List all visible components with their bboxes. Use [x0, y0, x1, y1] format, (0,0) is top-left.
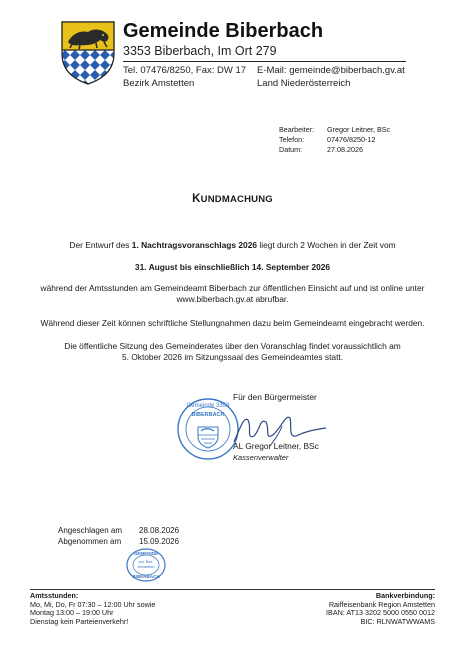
office-hours — [30, 592, 155, 626]
paragraph-draft — [40, 240, 425, 251]
paragraph-statements: Während dieser Zeit können schriftliche Stellungnahmen dazu beim Gemeindeamt eingebracht werden. — [40, 318, 425, 328]
processor-value: Gregor Leitner, BSc — [327, 125, 391, 134]
bank-title: Bankverbindung: — [375, 591, 435, 600]
paragraph-period: 31. August bis einschließlich 14. September 2026 — [134, 262, 331, 272]
paragraph-session-l2: 5. Oktober 2026 im Sitzungssaal des Gemeindeamtes statt. — [121, 352, 344, 362]
processor-label: Bearbeiter: — [279, 125, 315, 134]
posted-date: 28.08.2026 — [139, 526, 180, 535]
municipality-address: 3353 Biberbach, Im Ort 279 — [123, 44, 277, 58]
stamp-mid-text: pol. Bez. Amstetten — [137, 560, 155, 569]
title-initial: K — [192, 193, 201, 205]
seal-name: BIBERBACH — [191, 412, 225, 418]
stamp-top-text: GEMEINDE — [133, 551, 159, 556]
p1-part-c: liegt durch 2 Wochen in der Zeit vom — [257, 240, 396, 250]
bank-line-2: IBAN: AT13 3202 5000 0550 0012 — [326, 608, 435, 618]
email-address: E-Mail: gemeinde@biberbach.gv.at — [257, 65, 405, 76]
on-behalf-text: Für den Bürgermeister — [233, 392, 317, 402]
office-hours-line-3: Dienstag kein Parteienverkehr! — [30, 616, 129, 626]
p1-part-a: Der Entwurf des — [69, 240, 132, 250]
stamp-bottom-text: BIBERBACH — [132, 574, 160, 579]
signatory-role: Kassenverwalter — [233, 453, 289, 462]
date-label: Datum: — [279, 145, 303, 154]
office-hours-title: Amtsstunden: — [30, 591, 79, 600]
posted-label: Angeschlagen am — [58, 526, 123, 535]
footer-divider — [30, 589, 435, 590]
seal-text: Gemeinde 3353 — [186, 403, 230, 409]
bank-details — [326, 592, 435, 626]
bank-line-1: Raiffeisenbank Region Amstetten — [328, 599, 435, 609]
notice-title — [0, 193, 465, 205]
header-divider — [123, 61, 406, 62]
p1-budget-name: 1. Nachtragsvoranschlags 2026 — [131, 240, 258, 250]
municipality-name: Gemeinde Biberbach — [123, 20, 324, 42]
phone-label: Telefon: — [279, 135, 305, 144]
phone-value: 07476/8250-12 — [327, 135, 376, 144]
paragraph-session-l1: Die öffentliche Sitzung des Gemeinderates über den Voranschlag findet voraussichtlich am — [64, 341, 401, 351]
phone-fax: Tel. 07476/8250, Fax: DW 17 — [123, 65, 247, 76]
posting-stamp — [125, 547, 167, 583]
coat-of-arms-logo — [60, 20, 116, 86]
office-hours-line-2: Montag 13:00 – 19:00 Uhr — [30, 608, 114, 618]
district: Bezirk Amstetten — [123, 78, 195, 89]
paragraph-inspection-l1: während der Amtsstunden am Gemeindeamt Biberbach zur öffentlichen Einsicht auf und ist online unter — [40, 283, 425, 293]
state: Land Niederösterreich — [257, 78, 351, 89]
signatory-name: AL Gregor Leitner, BSc — [233, 441, 319, 451]
office-hours-line-1: Mo, Mi, Do, Fr 07:30 – 12:00 Uhr sowie — [30, 599, 156, 609]
removed-label: Abgenommen am — [58, 537, 122, 546]
title-rest: UNDMACHUNG — [200, 194, 273, 205]
removed-date: 15.09.2026 — [139, 537, 180, 546]
paragraph-inspection-l2: www.biberbach.gv.at abrufbar. — [176, 294, 289, 304]
bank-line-3: BIC: RLNWATWWAMS — [360, 616, 435, 626]
date-value: 27.08.2026 — [327, 145, 363, 154]
